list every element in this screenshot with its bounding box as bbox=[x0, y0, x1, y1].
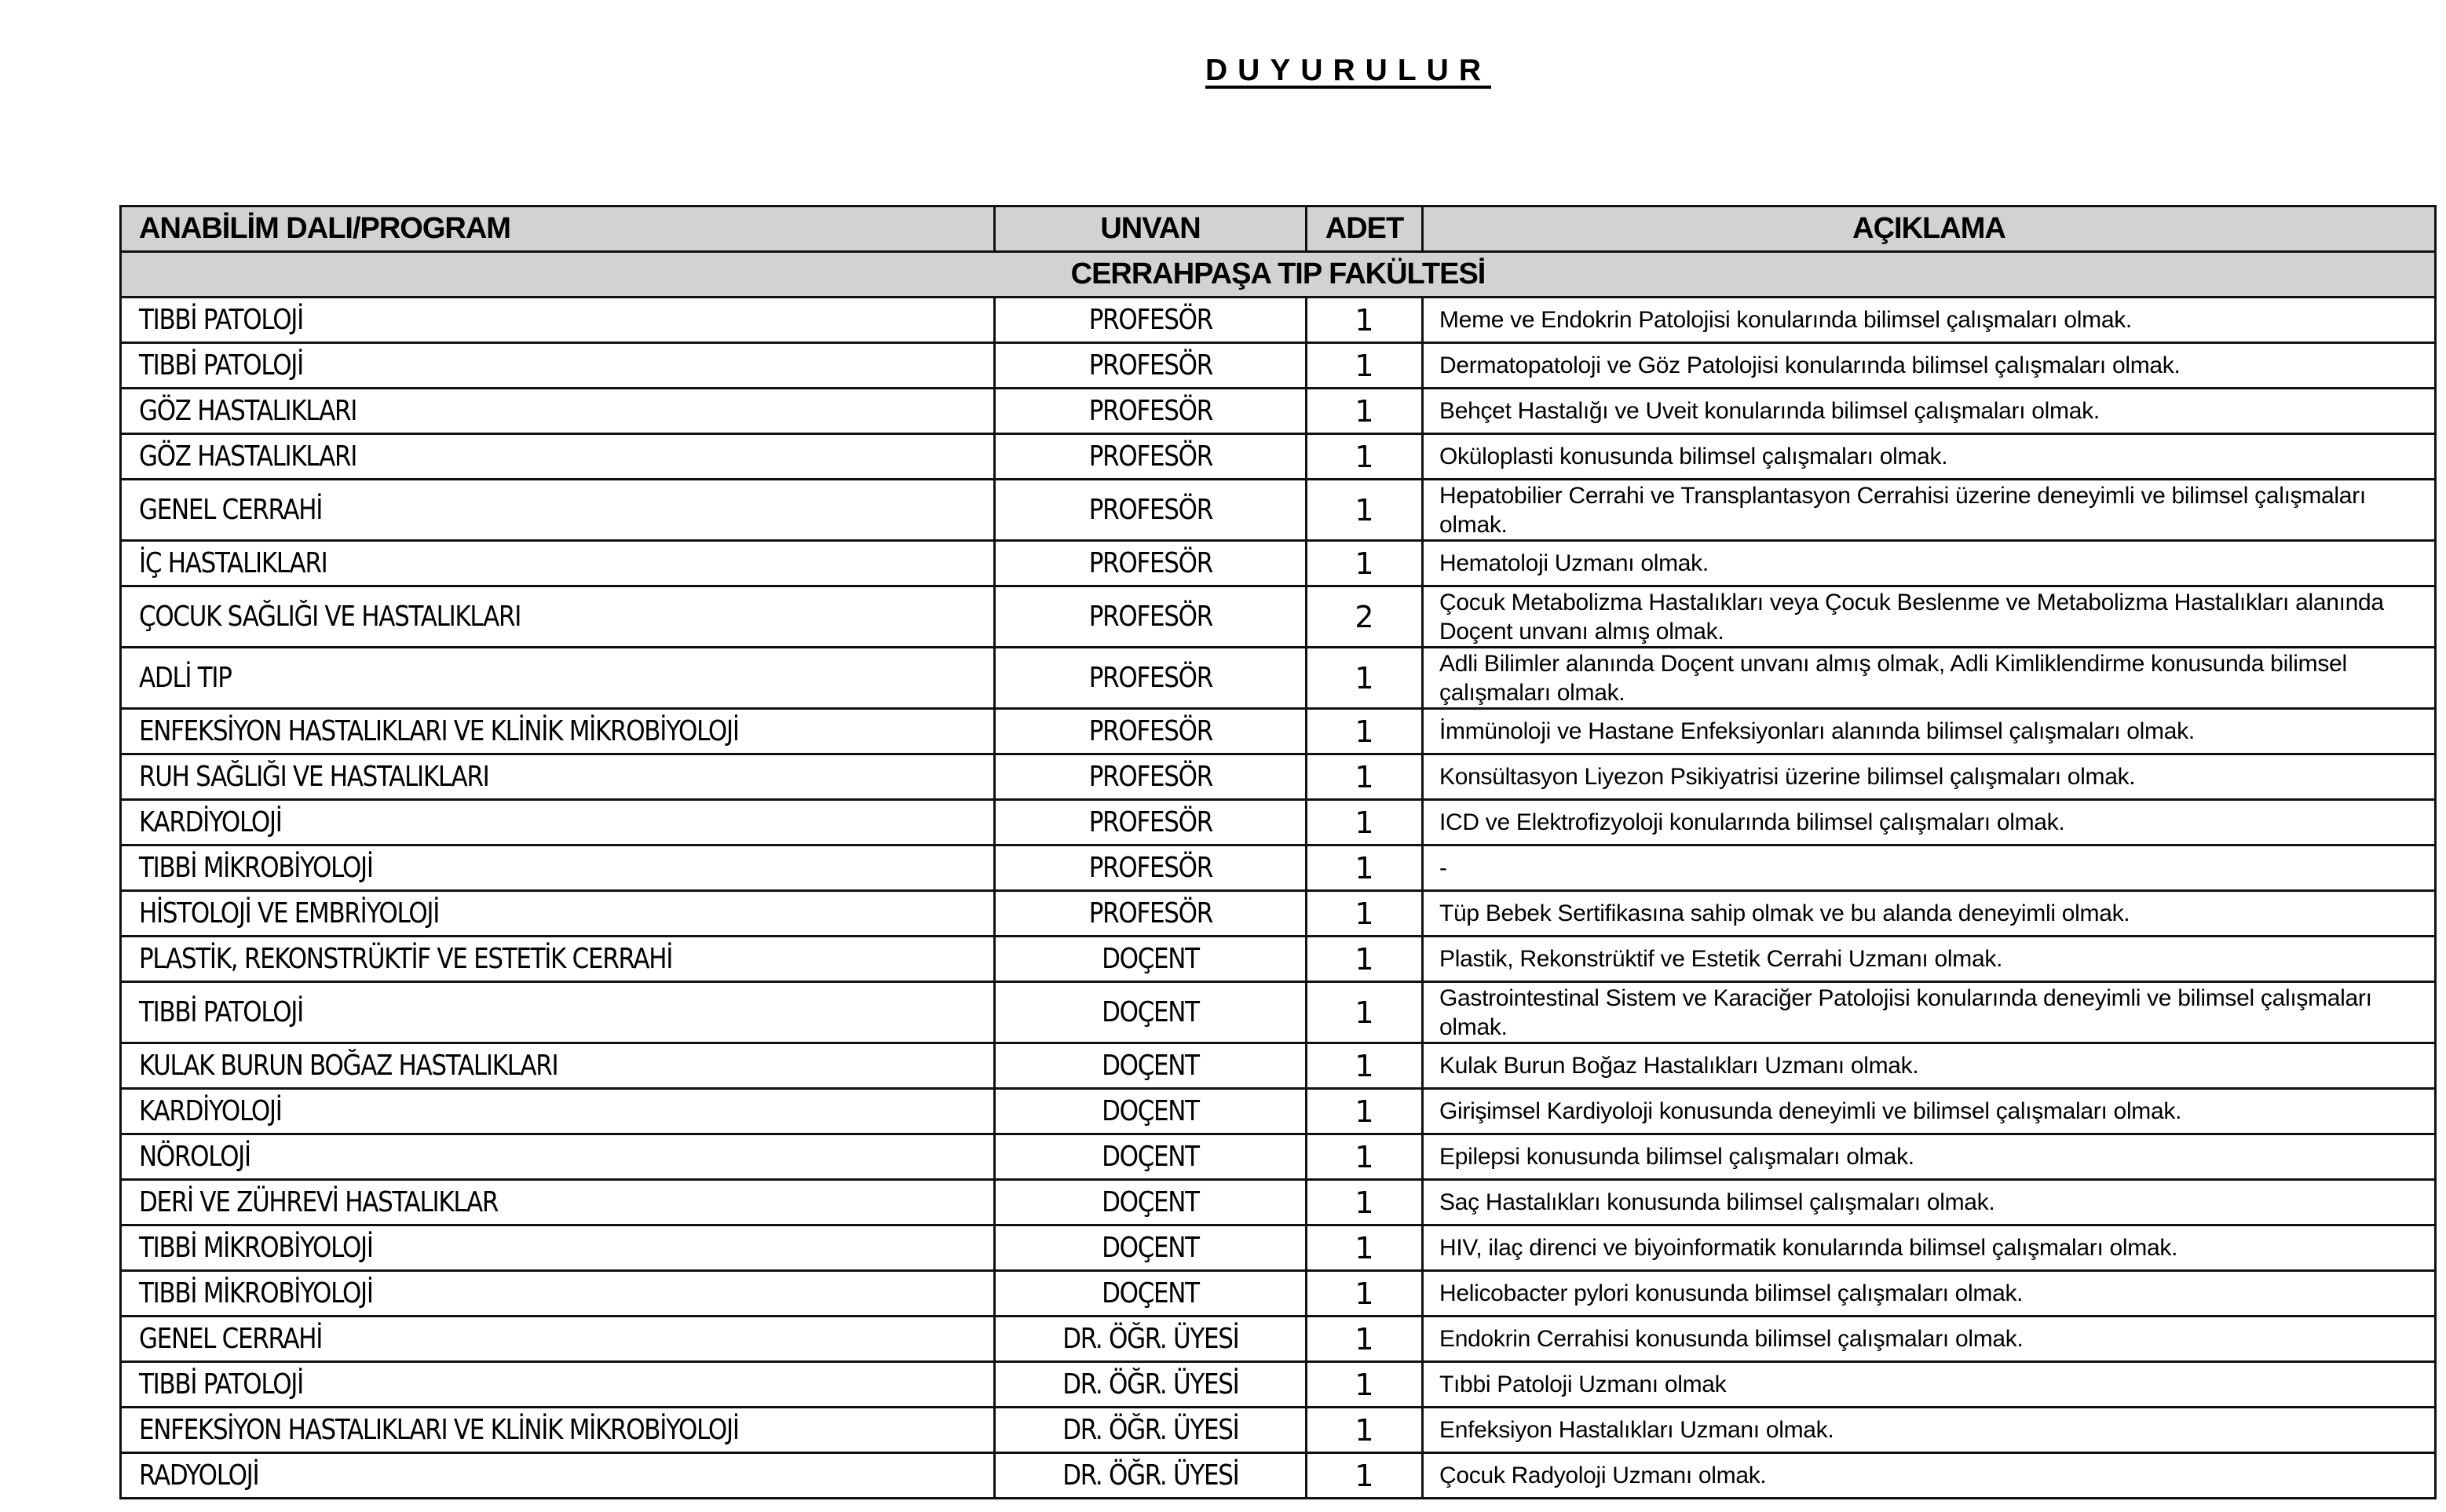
table-row bbox=[121, 648, 2436, 709]
title-cell: DOÇENT bbox=[995, 1180, 1307, 1225]
column-header-description: AÇIKLAMA bbox=[1423, 206, 2436, 252]
title-cell: PROFESÖR bbox=[995, 541, 1307, 586]
table-row bbox=[121, 298, 2436, 343]
description-cell: Hepatobilier Cerrahi ve Transplantasyon Cerrahisi üzerine deneyimli ve bilimsel çalışmaları olmak. bbox=[1423, 480, 2436, 541]
title-cell: PROFESÖR bbox=[995, 480, 1307, 541]
title-cell: PROFESÖR bbox=[995, 754, 1307, 800]
column-header-department: ANABİLİM DALI/PROGRAM bbox=[121, 206, 995, 252]
count-cell: 1 bbox=[1307, 1134, 1423, 1180]
title-cell: PROFESÖR bbox=[995, 586, 1307, 648]
title-cell: DOÇENT bbox=[995, 1043, 1307, 1089]
table-row bbox=[121, 709, 2436, 754]
description-cell: Plastik, Rekonstrüktif ve Estetik Cerrahi Uzmanı olmak. bbox=[1423, 937, 2436, 982]
department-cell: GÖZ HASTALIKLARI bbox=[121, 434, 995, 480]
department-cell: TIBBİ PATOLOJİ bbox=[121, 298, 995, 343]
department-cell: TIBBİ MİKROBİYOLOJİ bbox=[121, 1271, 995, 1317]
table-row bbox=[121, 541, 2436, 586]
department-cell: HİSTOLOJİ VE EMBRİYOLOJİ bbox=[121, 891, 995, 937]
count-cell: 1 bbox=[1307, 800, 1423, 845]
description-cell: Epilepsi konusunda bilimsel çalışmaları olmak. bbox=[1423, 1134, 2436, 1180]
department-cell: TIBBİ MİKROBİYOLOJİ bbox=[121, 845, 995, 891]
count-cell: 1 bbox=[1307, 541, 1423, 586]
count-cell: 1 bbox=[1307, 845, 1423, 891]
count-cell: 1 bbox=[1307, 1317, 1423, 1362]
table-row bbox=[121, 480, 2436, 541]
title-cell: PROFESÖR bbox=[995, 648, 1307, 709]
count-cell: 1 bbox=[1307, 1089, 1423, 1134]
department-cell: KULAK BURUN BOĞAZ HASTALIKLARI bbox=[121, 1043, 995, 1089]
table-row bbox=[121, 1180, 2436, 1225]
title-cell: DOÇENT bbox=[995, 1134, 1307, 1180]
department-cell: GENEL CERRAHİ bbox=[121, 1317, 995, 1362]
department-cell: GENEL CERRAHİ bbox=[121, 480, 995, 541]
description-cell: Saç Hastalıkları konusunda bilimsel çalışmaları olmak. bbox=[1423, 1180, 2436, 1225]
description-cell: Endokrin Cerrahisi konusunda bilimsel çalışmaları olmak. bbox=[1423, 1317, 2436, 1362]
table-row bbox=[121, 937, 2436, 982]
table-row bbox=[121, 800, 2436, 845]
title-cell: DR. ÖĞR. ÜYESİ bbox=[995, 1453, 1307, 1499]
department-cell: RADYOLOJİ bbox=[121, 1453, 995, 1499]
count-cell: 1 bbox=[1307, 709, 1423, 754]
department-cell: ENFEKSİYON HASTALIKLARI VE KLİNİK MİKROBİYOLOJİ bbox=[121, 1408, 995, 1453]
count-cell: 1 bbox=[1307, 1271, 1423, 1317]
description-cell: Meme ve Endokrin Patolojisi konularında bilimsel çalışmaları olmak. bbox=[1423, 298, 2436, 343]
table-row bbox=[121, 1089, 2436, 1134]
description-cell: HIV, ilaç direnci ve biyoinformatik konularında bilimsel çalışmaları olmak. bbox=[1423, 1225, 2436, 1271]
title-cell: DOÇENT bbox=[995, 1225, 1307, 1271]
table-row bbox=[121, 982, 2436, 1043]
faculty-row bbox=[121, 252, 2436, 298]
table-row bbox=[121, 754, 2436, 800]
count-cell: 1 bbox=[1307, 298, 1423, 343]
table-row bbox=[121, 434, 2436, 480]
faculty-name: CERRAHPAŞA TIP FAKÜLTESİ bbox=[121, 252, 2436, 298]
count-cell: 1 bbox=[1307, 1408, 1423, 1453]
table-row bbox=[121, 845, 2436, 891]
description-cell: Hematoloji Uzmanı olmak. bbox=[1423, 541, 2436, 586]
department-cell: KARDİYOLOJİ bbox=[121, 1089, 995, 1134]
count-cell: 1 bbox=[1307, 343, 1423, 389]
count-cell: 1 bbox=[1307, 1180, 1423, 1225]
count-cell: 1 bbox=[1307, 982, 1423, 1043]
title-cell: PROFESÖR bbox=[995, 343, 1307, 389]
description-cell: Tüp Bebek Sertifikasına sahip olmak ve bu alanda deneyimli olmak. bbox=[1423, 891, 2436, 937]
title-cell: DOÇENT bbox=[995, 937, 1307, 982]
department-cell: NÖROLOJİ bbox=[121, 1134, 995, 1180]
count-cell: 1 bbox=[1307, 389, 1423, 434]
department-cell: TIBBİ MİKROBİYOLOJİ bbox=[121, 1225, 995, 1271]
department-cell: RUH SAĞLIĞI VE HASTALIKLARI bbox=[121, 754, 995, 800]
table-row bbox=[121, 1453, 2436, 1499]
count-cell: 1 bbox=[1307, 1453, 1423, 1499]
column-header-count: ADET bbox=[1307, 206, 1423, 252]
description-cell: Gastrointestinal Sistem ve Karaciğer Patolojisi konularında deneyimli ve bilimsel çalışmaları olmak. bbox=[1423, 982, 2436, 1043]
table-row bbox=[121, 1043, 2436, 1089]
description-cell: İmmünoloji ve Hastane Enfeksiyonları alanında bilimsel çalışmaları olmak. bbox=[1423, 709, 2436, 754]
department-cell: ÇOCUK SAĞLIĞI VE HASTALIKLARI bbox=[121, 586, 995, 648]
count-cell: 1 bbox=[1307, 937, 1423, 982]
page-title: DUYURULUR bbox=[1205, 53, 1491, 87]
title-cell: DR. ÖĞR. ÜYESİ bbox=[995, 1408, 1307, 1453]
title-cell: DR. ÖĞR. ÜYESİ bbox=[995, 1317, 1307, 1362]
count-cell: 1 bbox=[1307, 1225, 1423, 1271]
count-cell: 2 bbox=[1307, 586, 1423, 648]
department-cell: ADLİ TIP bbox=[121, 648, 995, 709]
table-row bbox=[121, 1134, 2436, 1180]
title-cell: PROFESÖR bbox=[995, 298, 1307, 343]
table-row bbox=[121, 586, 2436, 648]
count-cell: 1 bbox=[1307, 1043, 1423, 1089]
description-cell: Çocuk Metabolizma Hastalıkları veya Çocuk Beslenme ve Metabolizma Hastalıkları alanında Doçent unvanı almış olmak. bbox=[1423, 586, 2436, 648]
description-cell: Adli Bilimler alanında Doçent unvanı almış olmak, Adli Kimliklendirme konusunda bilimsel çalışmaları olmak. bbox=[1423, 648, 2436, 709]
description-cell: Behçet Hastalığı ve Uveit konularında bilimsel çalışmaları olmak. bbox=[1423, 389, 2436, 434]
department-cell: DERİ VE ZÜHREVİ HASTALIKLAR bbox=[121, 1180, 995, 1225]
department-cell: ENFEKSİYON HASTALIKLARI VE KLİNİK MİKROBİYOLOJİ bbox=[121, 709, 995, 754]
count-cell: 1 bbox=[1307, 1362, 1423, 1408]
description-cell: - bbox=[1423, 845, 2436, 891]
description-cell: Oküloplasti konusunda bilimsel çalışmaları olmak. bbox=[1423, 434, 2436, 480]
description-cell: Dermatopatoloji ve Göz Patolojisi konularında bilimsel çalışmaları olmak. bbox=[1423, 343, 2436, 389]
department-cell: TIBBİ PATOLOJİ bbox=[121, 1362, 995, 1408]
table-row bbox=[121, 343, 2436, 389]
table-row bbox=[121, 1408, 2436, 1453]
title-cell: DOÇENT bbox=[995, 1089, 1307, 1134]
table-row bbox=[121, 1225, 2436, 1271]
title-cell: PROFESÖR bbox=[995, 845, 1307, 891]
table-row bbox=[121, 1271, 2436, 1317]
department-cell: PLASTİK, REKONSTRÜKTİF VE ESTETİK CERRAHİ bbox=[121, 937, 995, 982]
description-cell: Kulak Burun Boğaz Hastalıkları Uzmanı olmak. bbox=[1423, 1043, 2436, 1089]
title-cell: PROFESÖR bbox=[995, 709, 1307, 754]
count-cell: 1 bbox=[1307, 480, 1423, 541]
count-cell: 1 bbox=[1307, 754, 1423, 800]
department-cell: İÇ HASTALIKLARI bbox=[121, 541, 995, 586]
department-cell: TIBBİ PATOLOJİ bbox=[121, 982, 995, 1043]
table-row bbox=[121, 389, 2436, 434]
department-cell: TIBBİ PATOLOJİ bbox=[121, 343, 995, 389]
title-cell: PROFESÖR bbox=[995, 434, 1307, 480]
description-cell: Enfeksiyon Hastalıkları Uzmanı olmak. bbox=[1423, 1408, 2436, 1453]
title-cell: DOÇENT bbox=[995, 982, 1307, 1043]
announcements-table bbox=[119, 205, 2437, 1499]
title-cell: DR. ÖĞR. ÜYESİ bbox=[995, 1362, 1307, 1408]
table-row bbox=[121, 891, 2436, 937]
title-cell: DOÇENT bbox=[995, 1271, 1307, 1317]
department-cell: KARDİYOLOJİ bbox=[121, 800, 995, 845]
column-header-title: UNVAN bbox=[995, 206, 1307, 252]
table-row bbox=[121, 1362, 2436, 1408]
description-cell: Konsültasyon Liyezon Psikiyatrisi üzerine bilimsel çalışmaları olmak. bbox=[1423, 754, 2436, 800]
table-header-row bbox=[121, 206, 2436, 252]
count-cell: 1 bbox=[1307, 648, 1423, 709]
description-cell: Tıbbi Patoloji Uzmanı olmak bbox=[1423, 1362, 2436, 1408]
department-cell: GÖZ HASTALIKLARI bbox=[121, 389, 995, 434]
description-cell: ICD ve Elektrofizyoloji konularında bilimsel çalışmaları olmak. bbox=[1423, 800, 2436, 845]
count-cell: 1 bbox=[1307, 891, 1423, 937]
table-row bbox=[121, 1317, 2436, 1362]
description-cell: Helicobacter pylori konusunda bilimsel çalışmaları olmak. bbox=[1423, 1271, 2436, 1317]
description-cell: Girişimsel Kardiyoloji konusunda deneyimli ve bilimsel çalışmaları olmak. bbox=[1423, 1089, 2436, 1134]
count-cell: 1 bbox=[1307, 434, 1423, 480]
title-cell: PROFESÖR bbox=[995, 800, 1307, 845]
title-cell: PROFESÖR bbox=[995, 389, 1307, 434]
title-cell: PROFESÖR bbox=[995, 891, 1307, 937]
description-cell: Çocuk Radyoloji Uzmanı olmak. bbox=[1423, 1453, 2436, 1499]
